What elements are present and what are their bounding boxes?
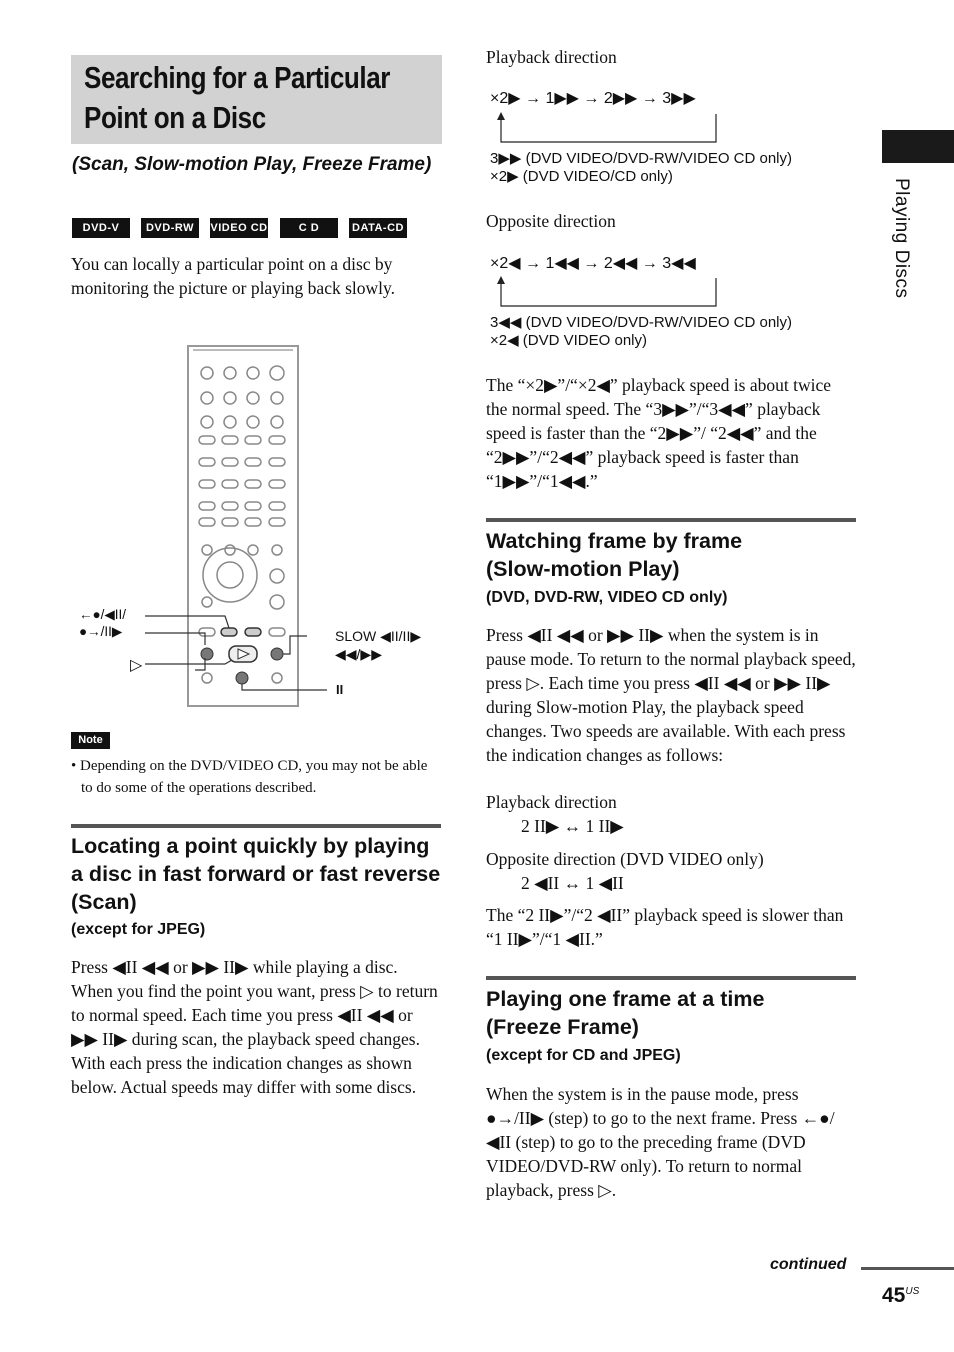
note-text: • Depending on the DVD/VIDEO CD, you may not be able to do some of the operations described. (71, 758, 428, 796)
forward-button (271, 648, 283, 660)
slow-speed-text: The “2 II▶”/“2 ◀II” playback speed is slower than “1 II▶”/“1 ◀II.” (486, 905, 844, 949)
page-title: Searching for a Particular Point on a Disc (84, 60, 391, 135)
side-tab-label: Playing Discs (891, 178, 912, 299)
scan-opposite-label: Opposite direction (486, 211, 616, 231)
slow-opposite-label: Opposite direction (DVD VIDEO only) (486, 849, 764, 869)
pause-button (236, 672, 248, 684)
scan-opposite-loop-arrow (493, 274, 723, 310)
page-subtitle: (Scan, Slow-motion Play, Freeze Frame) (72, 154, 432, 175)
step-buttons-label: ←●/◀II/ ●→/II▶ (79, 607, 127, 639)
rewind-button (201, 648, 213, 660)
note-tag: Note (71, 732, 110, 749)
slow-buttons-label: SLOW ◀II/II▶ ◀◀/▶▶ (335, 628, 422, 662)
scan-playback-label: Playback direction (486, 47, 617, 67)
slow-playback-label: Playback direction (486, 792, 617, 812)
page-number: $45^{US}$ (882, 1284, 920, 1307)
intro-text: You can locally a particular point on a disc by monitoring the picture or playing back slowly. (71, 254, 396, 298)
scan-playback-note: 3▶▶ (DVD VIDEO/DVD-RW/VIDEO CD only) ×2▶ (DVD VIDEO/CD only) (490, 150, 792, 185)
scan-heading: Locating a point quickly by playing a disc in fast forward or fast reverse (Scan) (71, 834, 441, 914)
play-label: ▷ (130, 655, 143, 674)
scan-playback-sequence: ×2▶ → 1▶▶ → 2▶▶ → 3▶▶ (490, 90, 696, 107)
pause-label: II (336, 682, 344, 697)
scan-speed-text: The “×2▶”/“×2◀” playback speed is about twice the normal speed. The “3▶▶”/“3◀◀” playback speed is faster than the “2▶▶”/ “2◀◀” and the “2▶▶”/“2◀◀” playback speed is faster than “1▶▶”/“1◀◀.” (486, 375, 832, 491)
slow-opposite-sequence: 2 ◀II ↔ 1 ◀II (521, 873, 624, 893)
step-back-button (221, 628, 237, 636)
side-tab-marker (882, 130, 954, 163)
section-divider (486, 976, 856, 980)
freeze-subheading: (except for CD and JPEG) (486, 1047, 681, 1064)
scan-opposite-note: 3◀◀ (DVD VIDEO/DVD-RW/VIDEO CD only) ×2◀ (DVD VIDEO only) (490, 314, 792, 349)
section-divider (71, 824, 441, 828)
slow-subheading: (DVD, DVD-RW, VIDEO CD only) (486, 589, 728, 606)
scan-opposite-sequence: ×2◀ → 1◀◀ → 2◀◀ → 3◀◀ (490, 255, 696, 272)
scan-playback-loop-arrow (493, 110, 723, 146)
page-number-suffix: US (905, 1286, 920, 1297)
slow-heading: Watching frame by frame (Slow-motion Play) (486, 529, 743, 581)
slow-body: Press ◀II ◀◀ or ▶▶ II▶ when the system is in pause mode. To return to the normal playback speed, press ▷. Each time you press ◀II ◀◀ or ▶▶ II▶ during Slow-motion Play, the playback speed changes. Two speeds are available. With each press the indication changes as follows: (486, 625, 856, 765)
continued-rule (861, 1267, 954, 1270)
slow-playback-sequence: 2 II▶ ↔ 1 II▶ (521, 816, 624, 836)
badge-dvd-rw: DVD-RW (141, 218, 199, 238)
badge-dvd-v: DVD-V (72, 218, 130, 238)
section-divider (486, 518, 856, 522)
badge-cd: C D (280, 218, 338, 238)
continued-label: continued (770, 1256, 847, 1273)
scan-subheading: (except for JPEG) (71, 921, 206, 938)
freeze-heading: Playing one frame at a time (Freeze Frame) (486, 987, 765, 1039)
badge-video-cd: VIDEO CD (210, 218, 268, 238)
scan-body: Press ◀II ◀◀ or ▶▶ II▶ while playing a disc. When you find the point you want, press ▷ to return to normal speed. Each time you press ◀II ◀◀ or ▶▶ II▶ during scan, the playback speed changes. With each press the indication changes as shown below. Actual speeds may differ with some discs. (71, 957, 438, 1097)
step-forward-button (245, 628, 261, 636)
freeze-body: When the system is in the pause mode, press ●→/II▶ (step) to go to the next frame. Press ←●/◀II (step) to go to the preceding frame (DVD VIDEO/DVD-RW only). To return to normal playback, press ▷. (486, 1084, 835, 1200)
badge-data-cd: DATA-CD (349, 218, 407, 238)
